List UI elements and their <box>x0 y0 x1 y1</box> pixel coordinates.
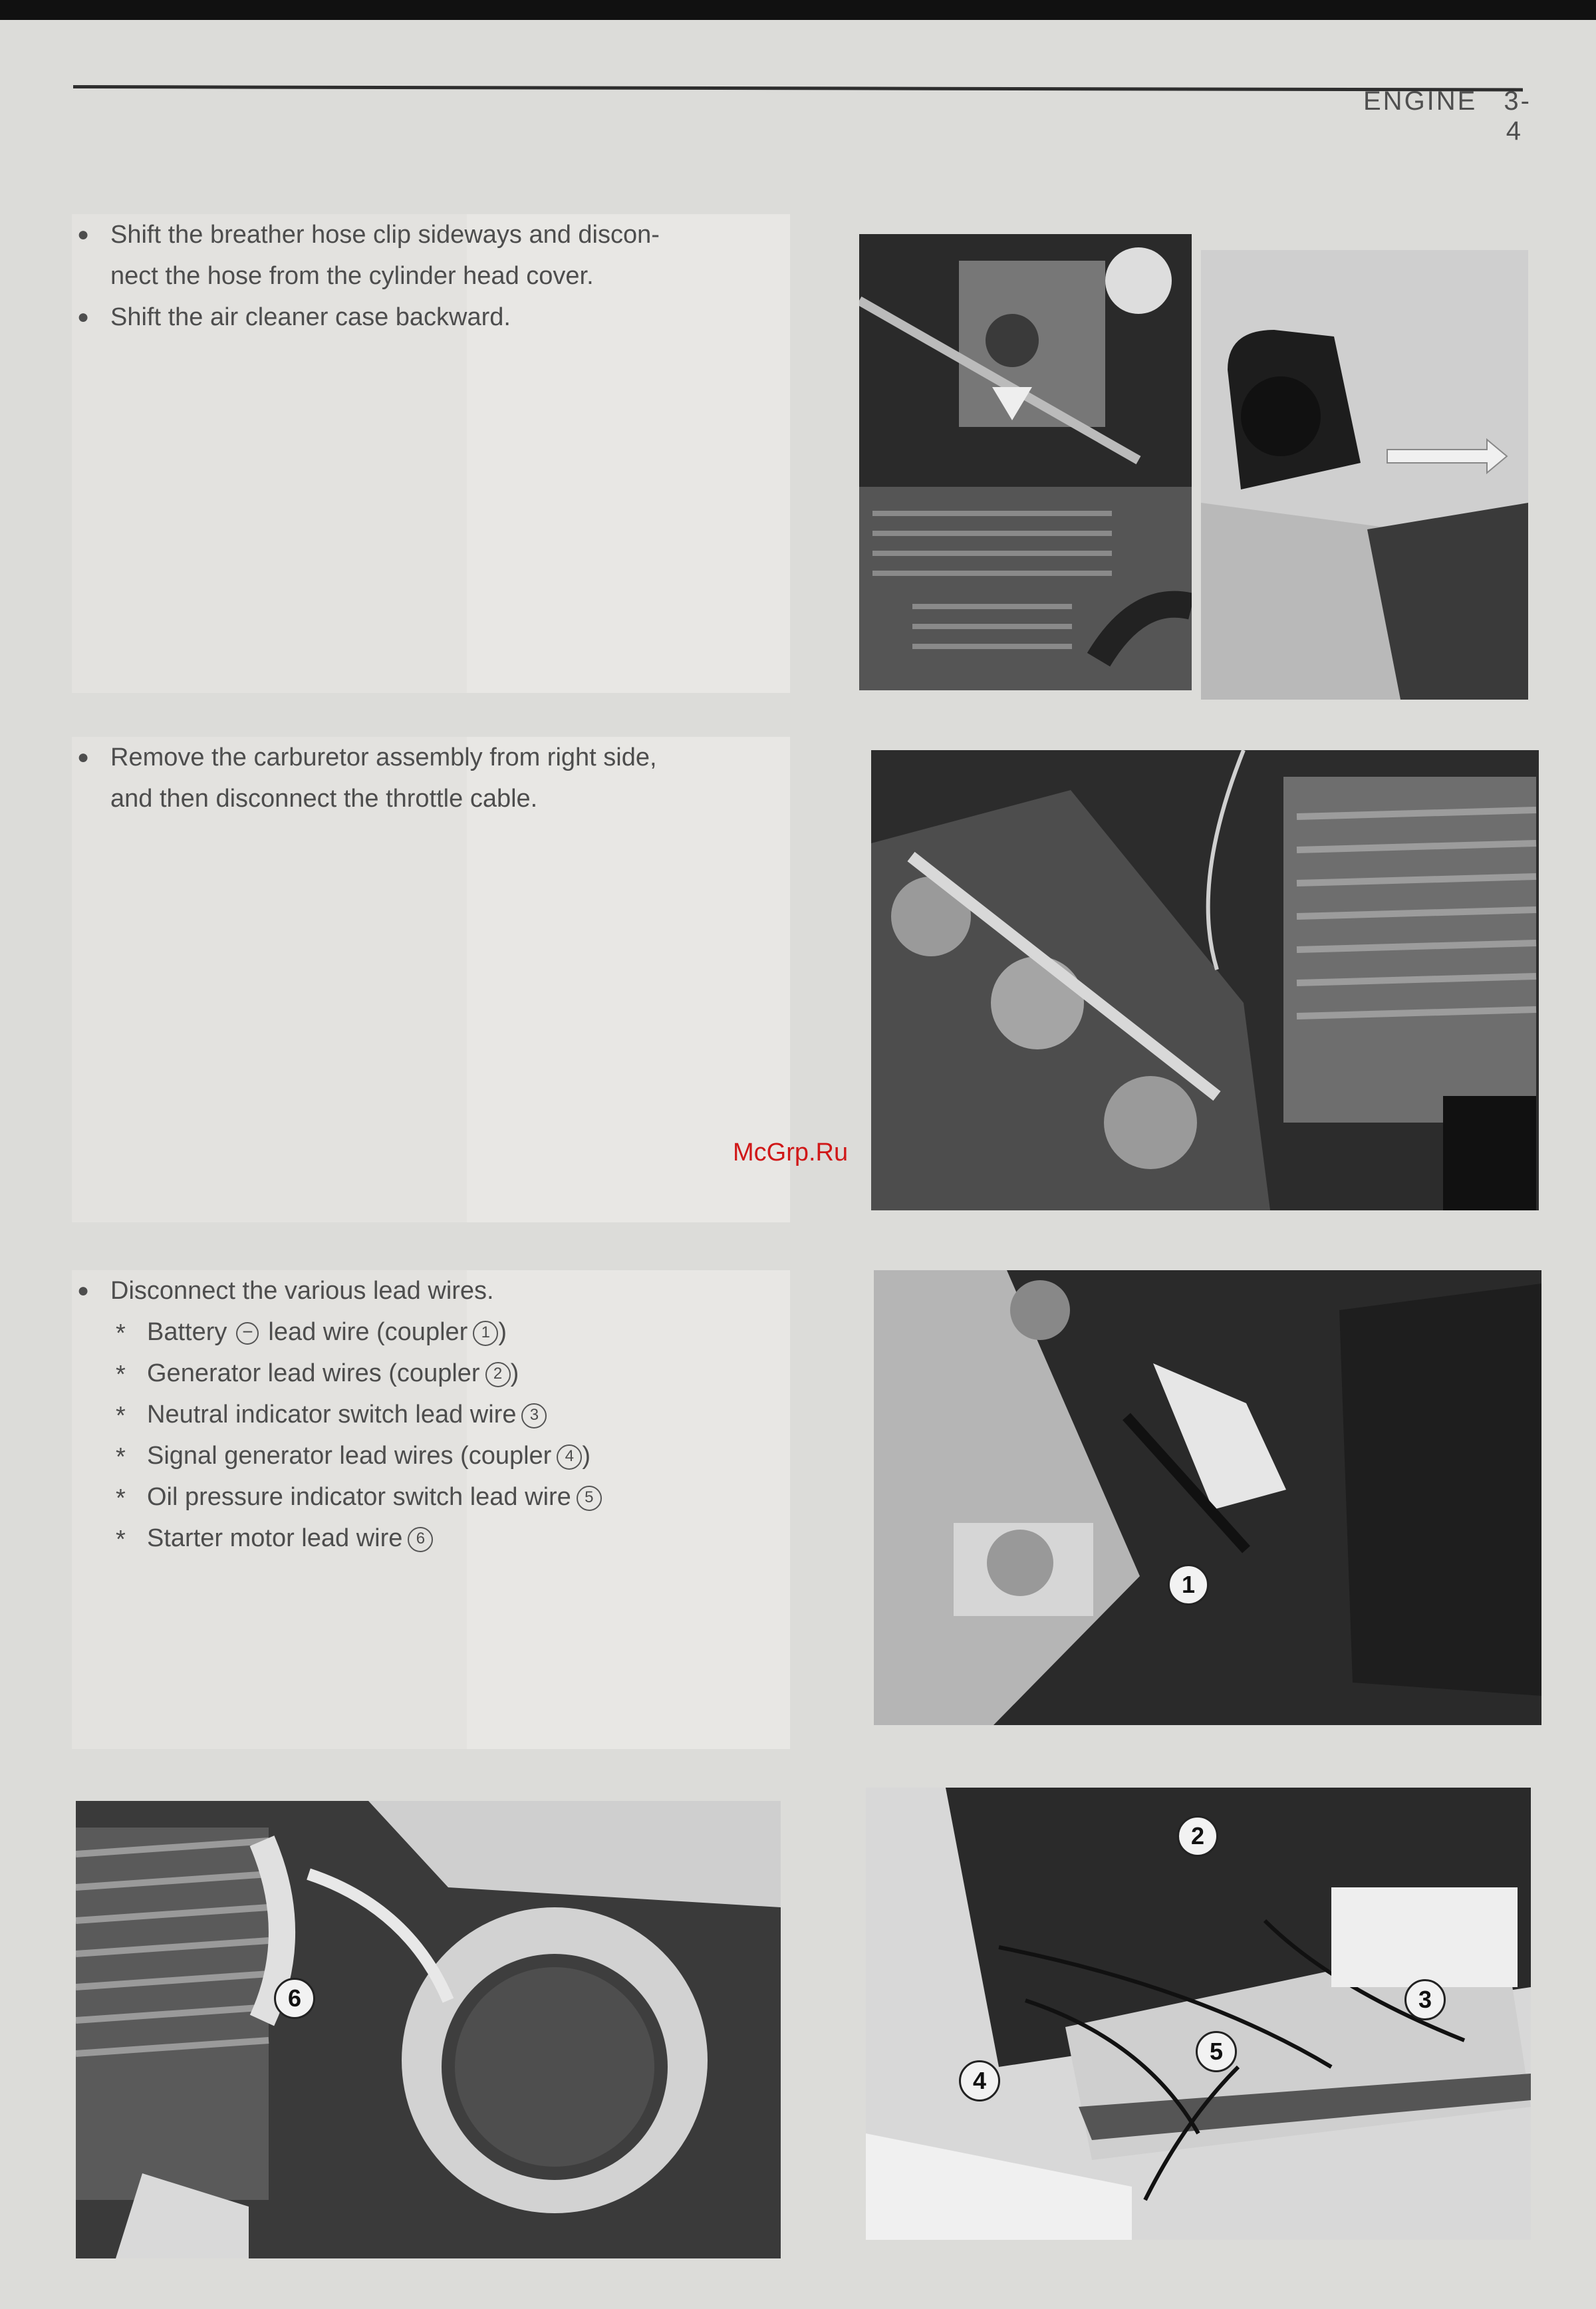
photo-battery-coupler <box>874 1270 1541 1725</box>
wire-item-battery: * Battery − lead wire (coupler 1 ) <box>116 1318 507 1347</box>
callout-ref: 6 <box>408 1527 433 1552</box>
wire-item: * Oil pressure indicator switch lead wire 5 <box>77 1476 790 1518</box>
header-rule <box>73 85 1523 92</box>
photo-callout: 2 <box>1177 1816 1218 1857</box>
wire-item: * Signal generator lead wires (coupler 4 ) <box>116 1442 591 1471</box>
photo-callout: 5 <box>1196 2031 1237 2072</box>
callout-ref: 3 <box>521 1403 547 1428</box>
step3-intro: ● Disconnect the various lead wires. <box>77 1277 494 1305</box>
scan-top-edge <box>0 0 1596 20</box>
photo-callout: 6 <box>274 1978 315 2019</box>
callout-ref: 1 <box>473 1321 498 1346</box>
photo-callout: 4 <box>959 2060 1000 2102</box>
step3-text <box>72 1270 790 1749</box>
wire-item: * Starter motor lead wire 6 <box>77 1518 790 1559</box>
step1-text <box>72 214 790 693</box>
photo-callout: 3 <box>1404 1979 1446 2020</box>
step1-item-2: ● Shift the air cleaner case backward. <box>77 303 511 331</box>
minus-terminal-icon: − <box>236 1322 259 1345</box>
wire-item: * Generator lead wires (coupler 2 ) <box>116 1359 519 1389</box>
wire-item: * Neutral indicator switch lead wire 3 <box>77 1394 790 1435</box>
photo-breather-hose <box>859 234 1192 690</box>
step2-text <box>72 737 790 1222</box>
photo-air-cleaner <box>1201 250 1528 700</box>
section-title: ENGINE <box>1363 86 1478 116</box>
callout-ref: 5 <box>577 1486 602 1511</box>
step2-item-1: ● Remove the carburetor assembly from right side, and then disconnect the throttle cable. <box>77 744 657 813</box>
step1-item-1: ● Shift the breather hose clip sideways and discon- nect the hose from the cylinder head cover. <box>77 221 660 290</box>
watermark: McGrp.Ru <box>733 1139 849 1166</box>
photo-starter-motor <box>76 1801 781 2258</box>
page-header <box>1337 86 1531 146</box>
callout-ref: 2 <box>485 1362 511 1387</box>
page-number: 3-4 <box>1504 86 1531 146</box>
photo-carburetor <box>871 750 1539 1210</box>
callout-ref: 4 <box>557 1444 582 1470</box>
photo-callout: 1 <box>1168 1564 1209 1605</box>
